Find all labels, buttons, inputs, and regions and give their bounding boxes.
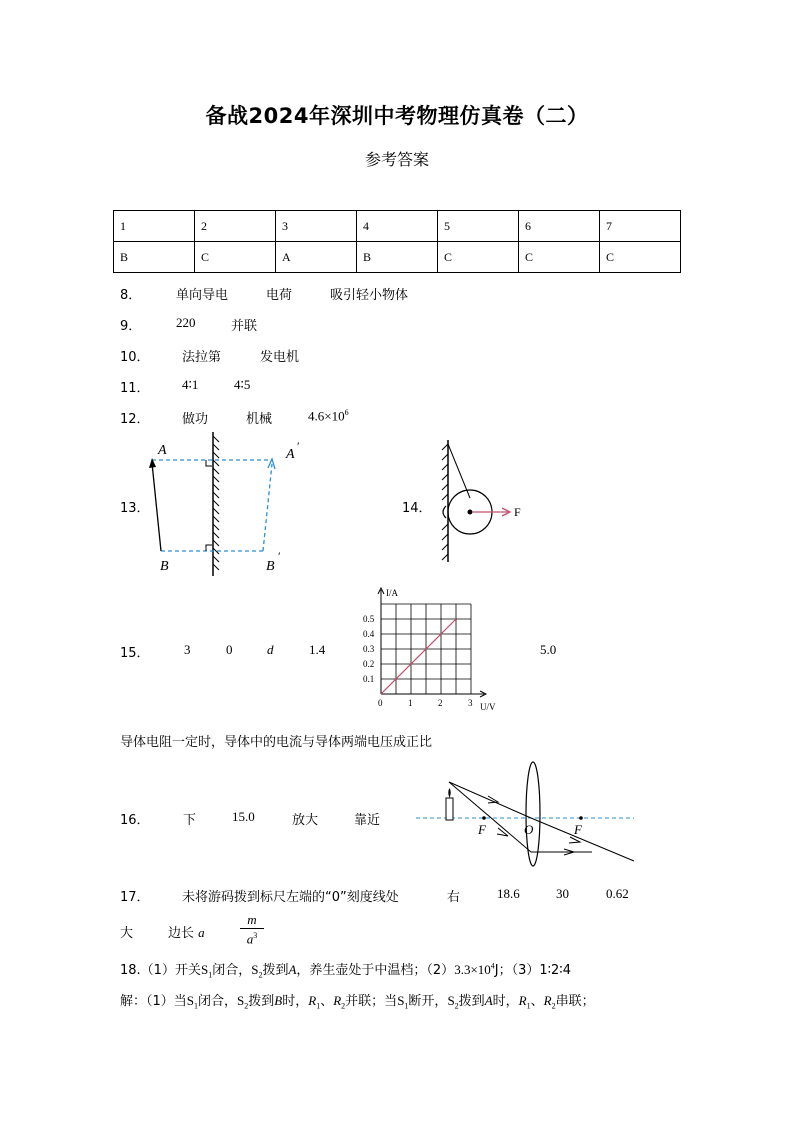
value-exponent: 6 bbox=[344, 408, 349, 417]
answer-text: 0 bbox=[226, 642, 233, 657]
y-tick-label: 0.2 bbox=[363, 659, 375, 669]
y-tick-label: 0.4 bbox=[363, 629, 375, 639]
question-number: 11． bbox=[120, 381, 150, 396]
resistor-label: R bbox=[333, 993, 342, 1008]
text-run: 拨到 bbox=[458, 994, 485, 1009]
answer-text: 单向导电 bbox=[176, 288, 229, 303]
text-run: 断开， bbox=[408, 994, 448, 1009]
answer-text bbox=[308, 408, 349, 424]
question-number: 5 bbox=[438, 211, 519, 242]
answer-text: 靠近 bbox=[354, 813, 381, 828]
question-number: 10． bbox=[120, 350, 150, 365]
y-tick-label: 0.3 bbox=[363, 644, 375, 654]
page-title: 备战2024年深圳中考物理仿真卷（二） bbox=[205, 104, 589, 128]
text-run: ，养生壶处于中温档；（2） bbox=[296, 963, 455, 978]
table-row bbox=[114, 211, 681, 242]
question-number: 3 bbox=[275, 211, 356, 242]
question-number-13: 13． bbox=[120, 501, 150, 516]
answer-text: 0.62 bbox=[606, 886, 629, 901]
answer-cell: B bbox=[114, 242, 195, 273]
resistor-label: R bbox=[543, 993, 552, 1008]
question-number-14: 14． bbox=[402, 501, 432, 516]
question-number: 4 bbox=[357, 211, 438, 242]
fraction-denominator bbox=[240, 928, 264, 946]
answer-18-summary bbox=[120, 959, 571, 980]
x-tick-label: 1 bbox=[408, 698, 413, 708]
x-tick-label: 0 bbox=[378, 698, 383, 708]
answer-text bbox=[168, 922, 205, 941]
subscript: 2 bbox=[258, 970, 263, 980]
label-optical-center: O bbox=[524, 822, 534, 837]
x-tick-label: 3 bbox=[468, 698, 473, 708]
text-run: 串联； bbox=[555, 994, 595, 1009]
switch-label: S bbox=[200, 962, 209, 977]
question-number: 15． bbox=[120, 646, 150, 661]
answer-cell: C bbox=[438, 242, 519, 273]
question-number: 12． bbox=[120, 412, 150, 427]
text-run: 闭合， bbox=[212, 963, 252, 978]
subscript: 1 bbox=[194, 1001, 199, 1011]
answer-text: 电荷 bbox=[266, 288, 293, 303]
question-number: 9． bbox=[120, 319, 142, 334]
question-number: 2 bbox=[194, 211, 275, 242]
label-b: B bbox=[160, 559, 169, 574]
answer-text: d bbox=[267, 642, 274, 657]
text-run: 时， bbox=[492, 994, 519, 1009]
value-exponent: 4 bbox=[490, 961, 495, 971]
subscript: 2 bbox=[341, 1001, 346, 1011]
subscript: 1 bbox=[526, 1001, 531, 1011]
answer-cell: C bbox=[518, 242, 599, 273]
force-label: F bbox=[514, 505, 521, 519]
answer-18-solution bbox=[120, 990, 595, 1011]
convex-lens-diagram bbox=[414, 758, 638, 870]
answer-cell: B bbox=[357, 242, 438, 273]
variable: a bbox=[198, 925, 205, 940]
answer-text: 4∶1 bbox=[182, 377, 199, 392]
switch-label: S bbox=[397, 993, 405, 1008]
variable: A bbox=[484, 993, 493, 1008]
value-base: 4.6×10 bbox=[308, 408, 345, 424]
label-a: A bbox=[158, 443, 167, 458]
y-tick-label: 0.1 bbox=[363, 674, 375, 684]
answer-text: 1.4 bbox=[309, 642, 326, 657]
answer-text: 18.6 bbox=[497, 886, 520, 901]
switch-label: S bbox=[251, 962, 259, 977]
text-run: J；（3）1∶2∶4 bbox=[494, 963, 571, 978]
answer-text: 右 bbox=[447, 890, 461, 905]
answer-text: 法拉第 bbox=[182, 350, 222, 365]
label-a-image: A bbox=[286, 447, 295, 462]
x-axis-label: U/V bbox=[480, 702, 496, 712]
question-number: 8． bbox=[120, 288, 142, 303]
switch-label: S bbox=[186, 993, 195, 1008]
subscript: 2 bbox=[454, 1001, 459, 1011]
answer-text: 吸引轻小物体 bbox=[330, 288, 409, 303]
answer-text: 做功 bbox=[182, 412, 209, 427]
label-focus-left: F bbox=[478, 822, 486, 837]
answer-text: 大 bbox=[120, 926, 134, 941]
variable: A bbox=[288, 962, 297, 977]
answer-text: 并联 bbox=[231, 319, 258, 334]
answer-text: 机械 bbox=[246, 412, 273, 427]
subscript: 1 bbox=[208, 970, 213, 980]
text-run: 、 bbox=[320, 994, 334, 1009]
label-prime: ′ bbox=[278, 549, 281, 563]
text-run: 拨到 bbox=[248, 994, 275, 1009]
text-run: 18.（1）开关 bbox=[120, 963, 201, 978]
label-focus-right: F bbox=[574, 822, 582, 837]
subscript: 1 bbox=[404, 1001, 409, 1011]
answer-cell: C bbox=[599, 242, 680, 273]
mirror-image-diagram bbox=[140, 430, 310, 580]
denominator-base: a bbox=[246, 931, 254, 947]
answer-text: 未将游码拨到标尺左端的“0”刻度线处 bbox=[182, 890, 399, 905]
answer-text: 4∶5 bbox=[234, 377, 251, 392]
answer-text: 30 bbox=[556, 886, 569, 901]
label-prime: ′ bbox=[297, 439, 300, 453]
answer-text: 放大 bbox=[292, 813, 319, 828]
answer-cell: C bbox=[194, 242, 275, 273]
subscript: 1 bbox=[316, 1001, 321, 1011]
text-run: 拨到 bbox=[262, 963, 289, 978]
subscript: 2 bbox=[551, 1001, 556, 1011]
conclusion-15: 导体电阻一定时，导体中的电流与导体两端电压成正比 bbox=[120, 735, 433, 750]
question-number: 17． bbox=[120, 890, 150, 905]
answer-text: 3 bbox=[184, 642, 191, 657]
answer-text: 5.0 bbox=[540, 642, 557, 657]
switch-label: S bbox=[237, 993, 245, 1008]
text-run: 并联；当 bbox=[345, 994, 398, 1009]
density-fraction bbox=[240, 912, 264, 946]
y-tick-label: 0.5 bbox=[363, 614, 375, 624]
page-subtitle: 参考答案 bbox=[364, 150, 429, 169]
answer-text: 发电机 bbox=[260, 350, 300, 365]
question-number: 7 bbox=[599, 211, 680, 242]
fraction-numerator: m bbox=[247, 912, 257, 927]
resistor-label: R bbox=[518, 993, 527, 1008]
label-b-image: B bbox=[266, 559, 275, 574]
current-voltage-graph bbox=[352, 584, 512, 714]
question-number: 1 bbox=[114, 211, 195, 242]
question-number: 16． bbox=[120, 813, 150, 828]
subscript: 2 bbox=[244, 1001, 249, 1011]
answer-text: 220 bbox=[176, 315, 196, 330]
y-axis-label: I/A bbox=[386, 588, 398, 598]
value-base: 3.3×10 bbox=[454, 962, 491, 977]
switch-label: S bbox=[447, 993, 455, 1008]
question-number: 6 bbox=[518, 211, 599, 242]
answer-text: 下 bbox=[183, 813, 197, 828]
text-run: 、 bbox=[530, 994, 544, 1009]
text-run: 解：（1）当 bbox=[120, 994, 187, 1009]
resistor-label: R bbox=[308, 993, 317, 1008]
text-run: 时， bbox=[282, 994, 309, 1009]
answer-cell: A bbox=[275, 242, 356, 273]
denominator-exponent: 3 bbox=[253, 931, 258, 940]
x-tick-label: 2 bbox=[438, 698, 443, 708]
label-text: 边长 bbox=[168, 926, 195, 941]
table-row bbox=[114, 242, 681, 273]
ball-on-wall-diagram bbox=[436, 436, 536, 566]
text-run: 闭合， bbox=[198, 994, 238, 1009]
variable: B bbox=[274, 993, 283, 1008]
answer-text: 15.0 bbox=[232, 809, 255, 824]
answer-table bbox=[113, 210, 681, 273]
